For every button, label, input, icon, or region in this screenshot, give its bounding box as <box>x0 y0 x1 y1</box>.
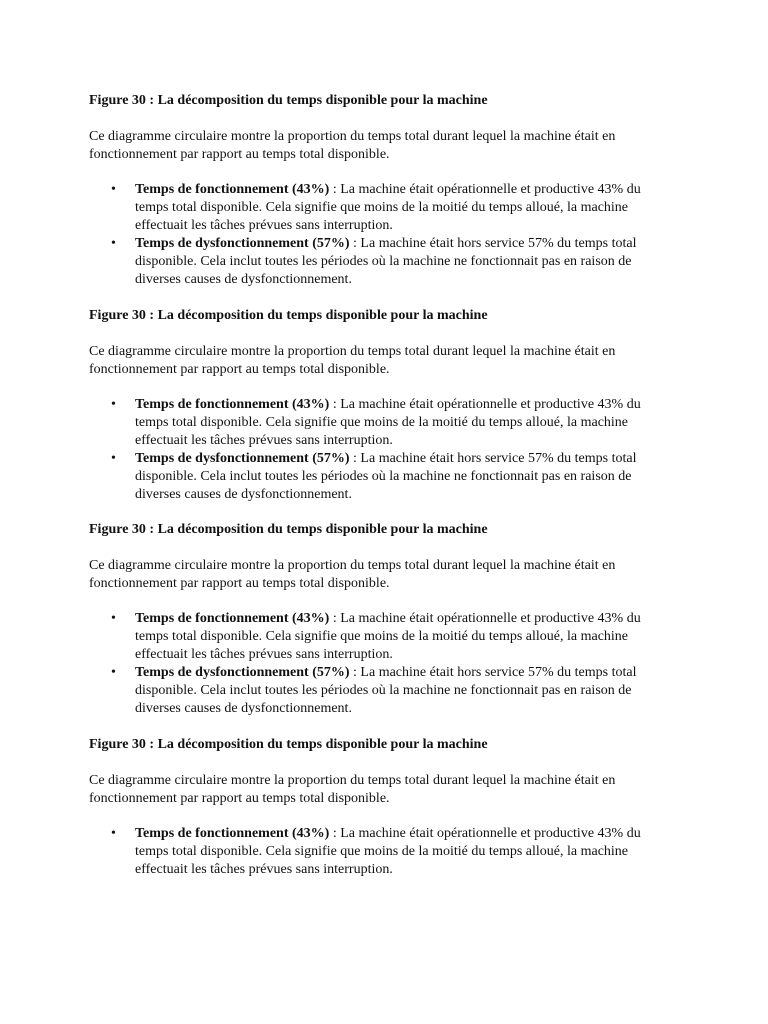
bullet-icon: • <box>111 826 116 841</box>
bullet-text: : La machine était opérationnelle et productive 43% du temps total disponible. Cela signifie que moins de la moitié du temps alloué, la machine effectuait les tâches prévues sans interruption. <box>135 182 641 233</box>
bullet-list <box>89 610 689 718</box>
bullet-list <box>89 396 689 504</box>
bullet-label: Temps de fonctionnement (43%) <box>135 611 330 626</box>
bullet-text: : La machine était opérationnelle et productive 43% du temps total disponible. Cela signifie que moins de la moitié du temps alloué, la machine effectuait les tâches prévues sans interruption. <box>135 611 641 662</box>
list-item <box>89 664 675 718</box>
bullet-text: : La machine était opérationnelle et productive 43% du temps total disponible. Cela signifie que moins de la moitié du temps alloué, la machine effectuait les tâches prévues sans interruption. <box>135 397 641 448</box>
intro-paragraph: Ce diagramme circulaire montre la proportion du temps total durant lequel la machine était en fonctionnement par rapport au temps total disponible. <box>89 558 616 591</box>
bullet-icon: • <box>111 182 116 197</box>
list-item <box>89 396 675 450</box>
intro-paragraph: Ce diagramme circulaire montre la proportion du temps total durant lequel la machine était en fonctionnement par rapport au temps total disponible. <box>89 344 616 377</box>
bullet-icon: • <box>111 451 116 466</box>
bullet-text: : La machine était hors service 57% du temps total disponible. Cela inclut toutes les périodes où la machine ne fonctionnait pas en raison de diverses causes de dysfonctionnement. <box>135 665 637 716</box>
list-item <box>89 610 675 664</box>
figure-title: Figure 30 : La décomposition du temps disponible pour la machine <box>89 522 488 537</box>
intro-paragraph: Ce diagramme circulaire montre la proportion du temps total durant lequel la machine était en fonctionnement par rapport au temps total disponible. <box>89 129 616 162</box>
bullet-label: Temps de dysfonctionnement (57%) <box>135 236 350 251</box>
bullet-label: Temps de dysfonctionnement (57%) <box>135 451 350 466</box>
intro-paragraph: Ce diagramme circulaire montre la proportion du temps total durant lequel la machine était en fonctionnement par rapport au temps total disponible. <box>89 773 616 806</box>
bullet-label: Temps de fonctionnement (43%) <box>135 397 330 412</box>
figure-title: Figure 30 : La décomposition du temps disponible pour la machine <box>89 93 488 108</box>
bullet-icon: • <box>111 611 116 626</box>
bullet-text: : La machine était hors service 57% du temps total disponible. Cela inclut toutes les périodes où la machine ne fonctionnait pas en raison de diverses causes de dysfonctionnement. <box>135 236 637 287</box>
bullet-text: : La machine était hors service 57% du temps total disponible. Cela inclut toutes les périodes où la machine ne fonctionnait pas en raison de diverses causes de dysfonctionnement. <box>135 451 637 502</box>
figure-title: Figure 30 : La décomposition du temps disponible pour la machine <box>89 308 488 323</box>
bullet-text: : La machine était opérationnelle et productive 43% du temps total disponible. Cela signifie que moins de la moitié du temps alloué, la machine effectuait les tâches prévues sans interruption. <box>135 826 641 877</box>
bullet-label: Temps de fonctionnement (43%) <box>135 182 330 197</box>
bullet-list <box>89 825 689 879</box>
list-item <box>89 450 675 504</box>
list-item <box>89 181 675 235</box>
bullet-icon: • <box>111 397 116 412</box>
list-item <box>89 235 675 289</box>
list-item <box>89 825 675 879</box>
figure-title: Figure 30 : La décomposition du temps disponible pour la machine <box>89 737 488 752</box>
bullet-list <box>89 181 689 289</box>
bullet-icon: • <box>111 665 116 680</box>
bullet-label: Temps de fonctionnement (43%) <box>135 826 330 841</box>
bullet-label: Temps de dysfonctionnement (57%) <box>135 665 350 680</box>
bullet-icon: • <box>111 236 116 251</box>
